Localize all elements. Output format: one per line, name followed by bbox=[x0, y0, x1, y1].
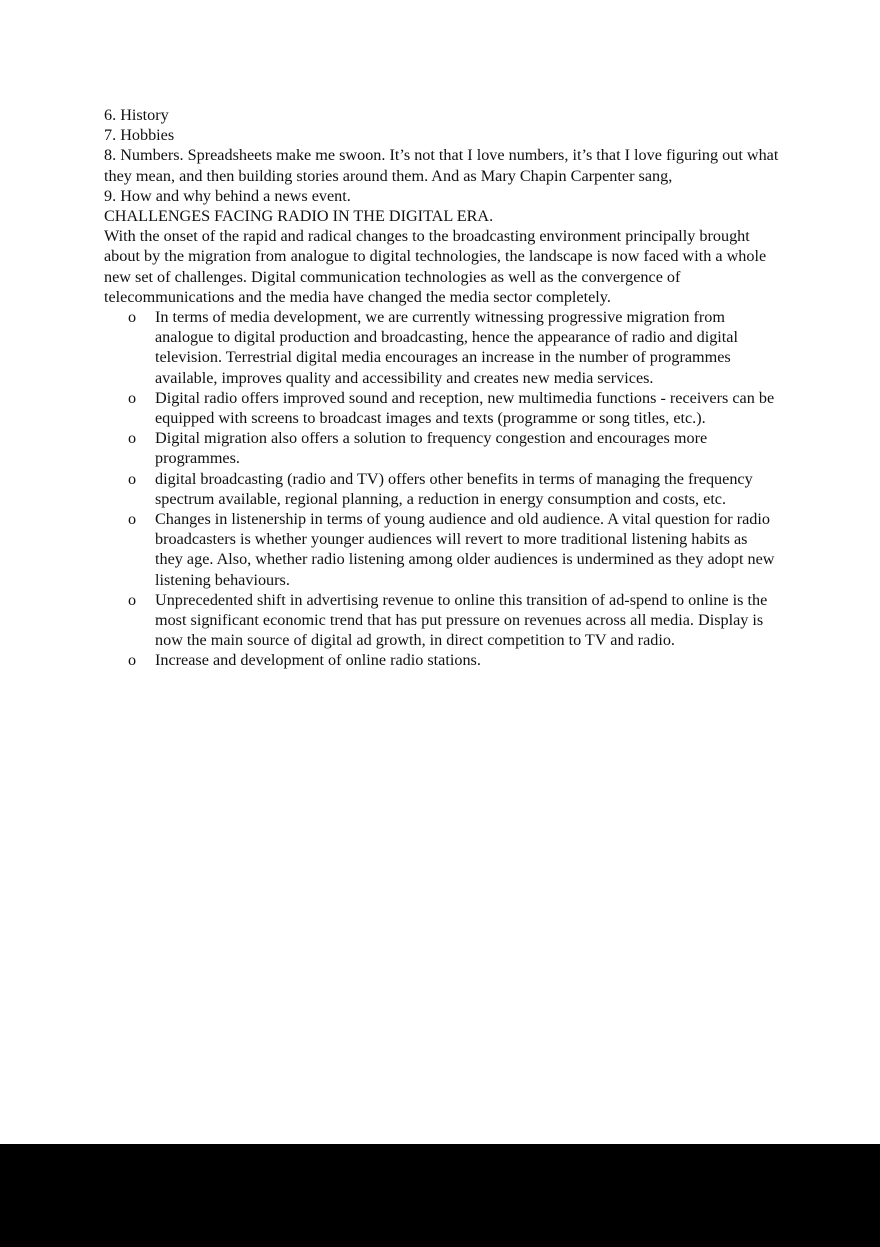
bullet-item bbox=[128, 469, 778, 509]
list-item-history: 6. History bbox=[104, 106, 169, 124]
bullet-text: Unprecedented shift in advertising revenue to online this transition of ad-spend to online is the most significant economic trend that has put pressure on revenues across all media. Display is now the main source of digital ad growth, in direct competition to TV and radio. bbox=[155, 590, 768, 650]
bullet-text: Increase and development of online radio stations. bbox=[155, 651, 481, 670]
bullet-item bbox=[128, 650, 778, 670]
section-heading: CHALLENGES FACING RADIO IN THE DIGITAL ERA. bbox=[104, 207, 494, 226]
bullet-text: digital broadcasting (radio and TV) offers other benefits in terms of managing the frequency spectrum available, regional planning, a reduction in energy consumption and costs, etc. bbox=[155, 469, 753, 508]
list-item-numbers: 8. Numbers. Spreadsheets make me swoon. It’s not that I love numbers, it’s that I love figuring out what they mean, and then building stories around them. And as Mary Chapin Carpenter sang, bbox=[104, 146, 779, 185]
bullet-text: Digital migration also offers a solution to frequency congestion and encourages more programmes. bbox=[155, 429, 708, 468]
bullet-item bbox=[128, 590, 778, 651]
bullet-marker-icon: o bbox=[128, 510, 137, 529]
list-item-hobbies: 7. Hobbies bbox=[104, 126, 175, 145]
bullet-marker-icon: o bbox=[128, 429, 137, 448]
bullet-text: In terms of media development, we are currently witnessing progressive migration from analogue to digital production and broadcasting, hence the appearance of radio and digital television. Terrestrial digital media encourages an increase in the number of programmes available, improves quality and accessibility and creates new media services. bbox=[155, 308, 738, 387]
intro-paragraph: With the onset of the rapid and radical changes to the broadcasting environment principally brought about by the migration from analogue to digital technologies, the landscape is now faced with a whole new set of challenges. Digital communication technologies as well as the convergence of telecommunications and the media have changed the media sector completely. bbox=[104, 227, 767, 306]
bullet-marker-icon: o bbox=[128, 469, 137, 488]
bullet-marker-icon: o bbox=[128, 590, 137, 609]
bullet-text: Digital radio offers improved sound and reception, new multimedia functions - receivers can be equipped with screens to broadcast images and texts (programme or song titles, etc.). bbox=[155, 388, 775, 428]
bullet-item bbox=[128, 307, 778, 388]
bullet-marker-icon: o bbox=[128, 308, 137, 327]
challenges-list bbox=[128, 307, 778, 671]
list-item-news-event: 9. How and why behind a news event. bbox=[104, 186, 351, 205]
bottom-black-bar bbox=[0, 1144, 880, 1247]
bullet-item bbox=[128, 388, 778, 428]
bullet-marker-icon: o bbox=[128, 651, 137, 670]
bullet-marker-icon: o bbox=[128, 388, 137, 407]
document-body bbox=[104, 105, 779, 671]
bullet-text: Changes in listenership in terms of young audience and old audience. A vital question for radio broadcasters is whether younger audiences will revert to more traditional listening habits as they age. Also, whether radio listening among older audiences is undermined as they adopt new listening behaviours. bbox=[155, 510, 775, 589]
bullet-item bbox=[128, 428, 778, 468]
bullet-item bbox=[128, 509, 778, 590]
